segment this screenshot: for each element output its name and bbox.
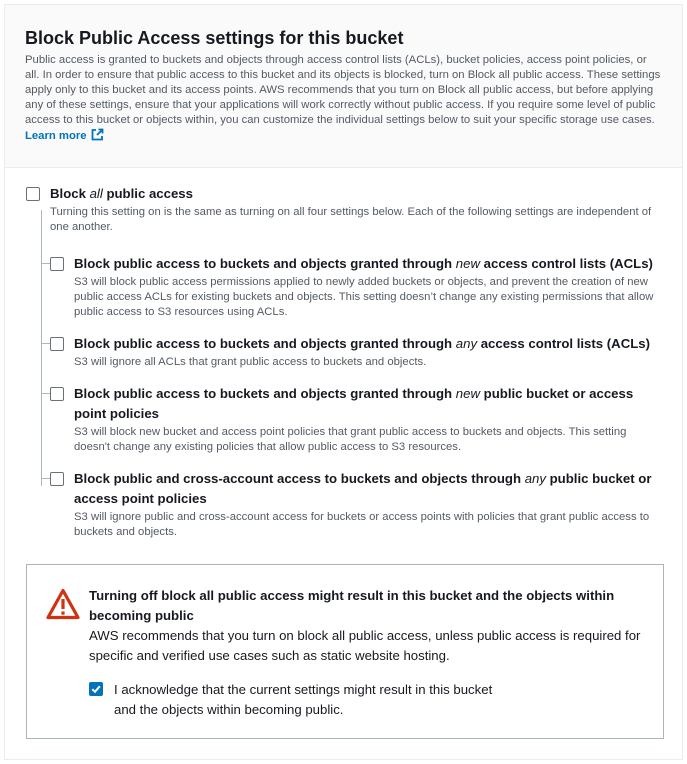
- tree-branch: [41, 343, 50, 344]
- block-all-description: Turning this setting on is the same as turning on all four settings below. Each of the following settings are independent of one another.: [50, 206, 652, 233]
- block-new-policies-title: [74, 384, 666, 424]
- block-any-acls-title: [74, 334, 674, 354]
- option-title-emphasis: any: [524, 471, 546, 486]
- learn-more-label: Learn more: [25, 130, 87, 142]
- block-all-checkbox[interactable]: [26, 187, 40, 201]
- option-title-emphasis: new: [455, 256, 480, 271]
- block-public-access-panel: [4, 4, 683, 760]
- block-any-acls-description: S3 will ignore all ACLs that grant public access to buckets and objects.: [74, 356, 427, 368]
- block-any-policies-checkbox[interactable]: [50, 472, 64, 486]
- tree-line: [41, 210, 42, 486]
- option-title-part: Block public access to buckets and objects granted through: [74, 386, 456, 401]
- block-all-title-part: public access: [102, 186, 193, 201]
- block-new-acls-description: S3 will block public access permissions applied to newly added buckets or objects, and prevent the creation of new public access ACLs for existing buckets and objects. This setting doesn’t change any existing permissions that allow public access to S3 resources using ACLs.: [74, 276, 654, 318]
- option-title-part: public bucket or access point policies: [74, 471, 652, 506]
- block-all-title-part: Block: [50, 186, 90, 201]
- tree-branch: [41, 393, 50, 394]
- block-all-title: [50, 184, 193, 204]
- warning-body: AWS recommends that you turn on block all public access, unless public access is required for specific and verified use cases such as static website hosting.: [89, 628, 641, 663]
- block-all-title-emphasis: all: [89, 186, 103, 201]
- option-title-part: access control lists (ACLs): [479, 256, 653, 271]
- acknowledge-checkbox[interactable]: [89, 682, 103, 696]
- option-title-emphasis: new: [455, 386, 480, 401]
- tree-branch: [41, 478, 50, 479]
- option-title-part: Block public access to buckets and objects granted through: [74, 256, 456, 271]
- learn-more-link[interactable]: [25, 130, 104, 142]
- panel-title: Block Public Access settings for this bucket: [25, 28, 404, 48]
- warning-title: Turning off block all public access might result in this bucket and the objects within becoming public: [89, 588, 615, 623]
- acknowledge-label[interactable]: I acknowledge that the current settings might result in this bucket and the objects within becoming public.: [114, 682, 493, 717]
- external-link-icon: [91, 128, 104, 141]
- panel-description: [25, 53, 663, 144]
- block-new-policies-checkbox[interactable]: [50, 387, 64, 401]
- warning-alert: [26, 564, 664, 739]
- block-new-acls-title: [74, 254, 674, 274]
- panel-header: [5, 5, 682, 168]
- block-new-policies-description: S3 will block new bucket and access point policies that grant public access to buckets and objects. This setting doesn't change any existing policies that allow public access to S3 resources.: [74, 426, 627, 453]
- block-new-acls-checkbox[interactable]: [50, 257, 64, 271]
- option-title-part: Block public access to buckets and objects granted through: [74, 336, 456, 351]
- option-title-emphasis: any: [455, 336, 478, 351]
- tree-branch: [41, 263, 50, 264]
- panel-description-text: Public access is granted to buckets and objects through access control lists (ACLs), bucket policies, access point policies, or all. In order to ensure that public access to this bucket and its objects is blocked, turn on Block all public access. These settings apply only to this bucket and its access points. AWS recommends that you turn on Block all public access, but before applying any of these settings, ensure that your applications will work correctly without public access. If you require some level of public access to this bucket or objects within, you can customize the individual settings below to suit your specific storage use cases.: [25, 54, 661, 126]
- option-title-part: access control lists (ACLs): [477, 336, 651, 351]
- option-title-part: Block public and cross-account access to buckets and objects through: [74, 471, 525, 486]
- block-any-policies-title: [74, 469, 666, 509]
- check-icon: [90, 683, 102, 695]
- option-title-part: public bucket or access point policies: [74, 386, 634, 421]
- block-any-policies-description: S3 will ignore public and cross-account access for buckets or access points with policies that grant public access to buckets and objects.: [74, 511, 650, 538]
- warning-triangle-icon: [46, 588, 80, 620]
- block-any-acls-checkbox[interactable]: [50, 337, 64, 351]
